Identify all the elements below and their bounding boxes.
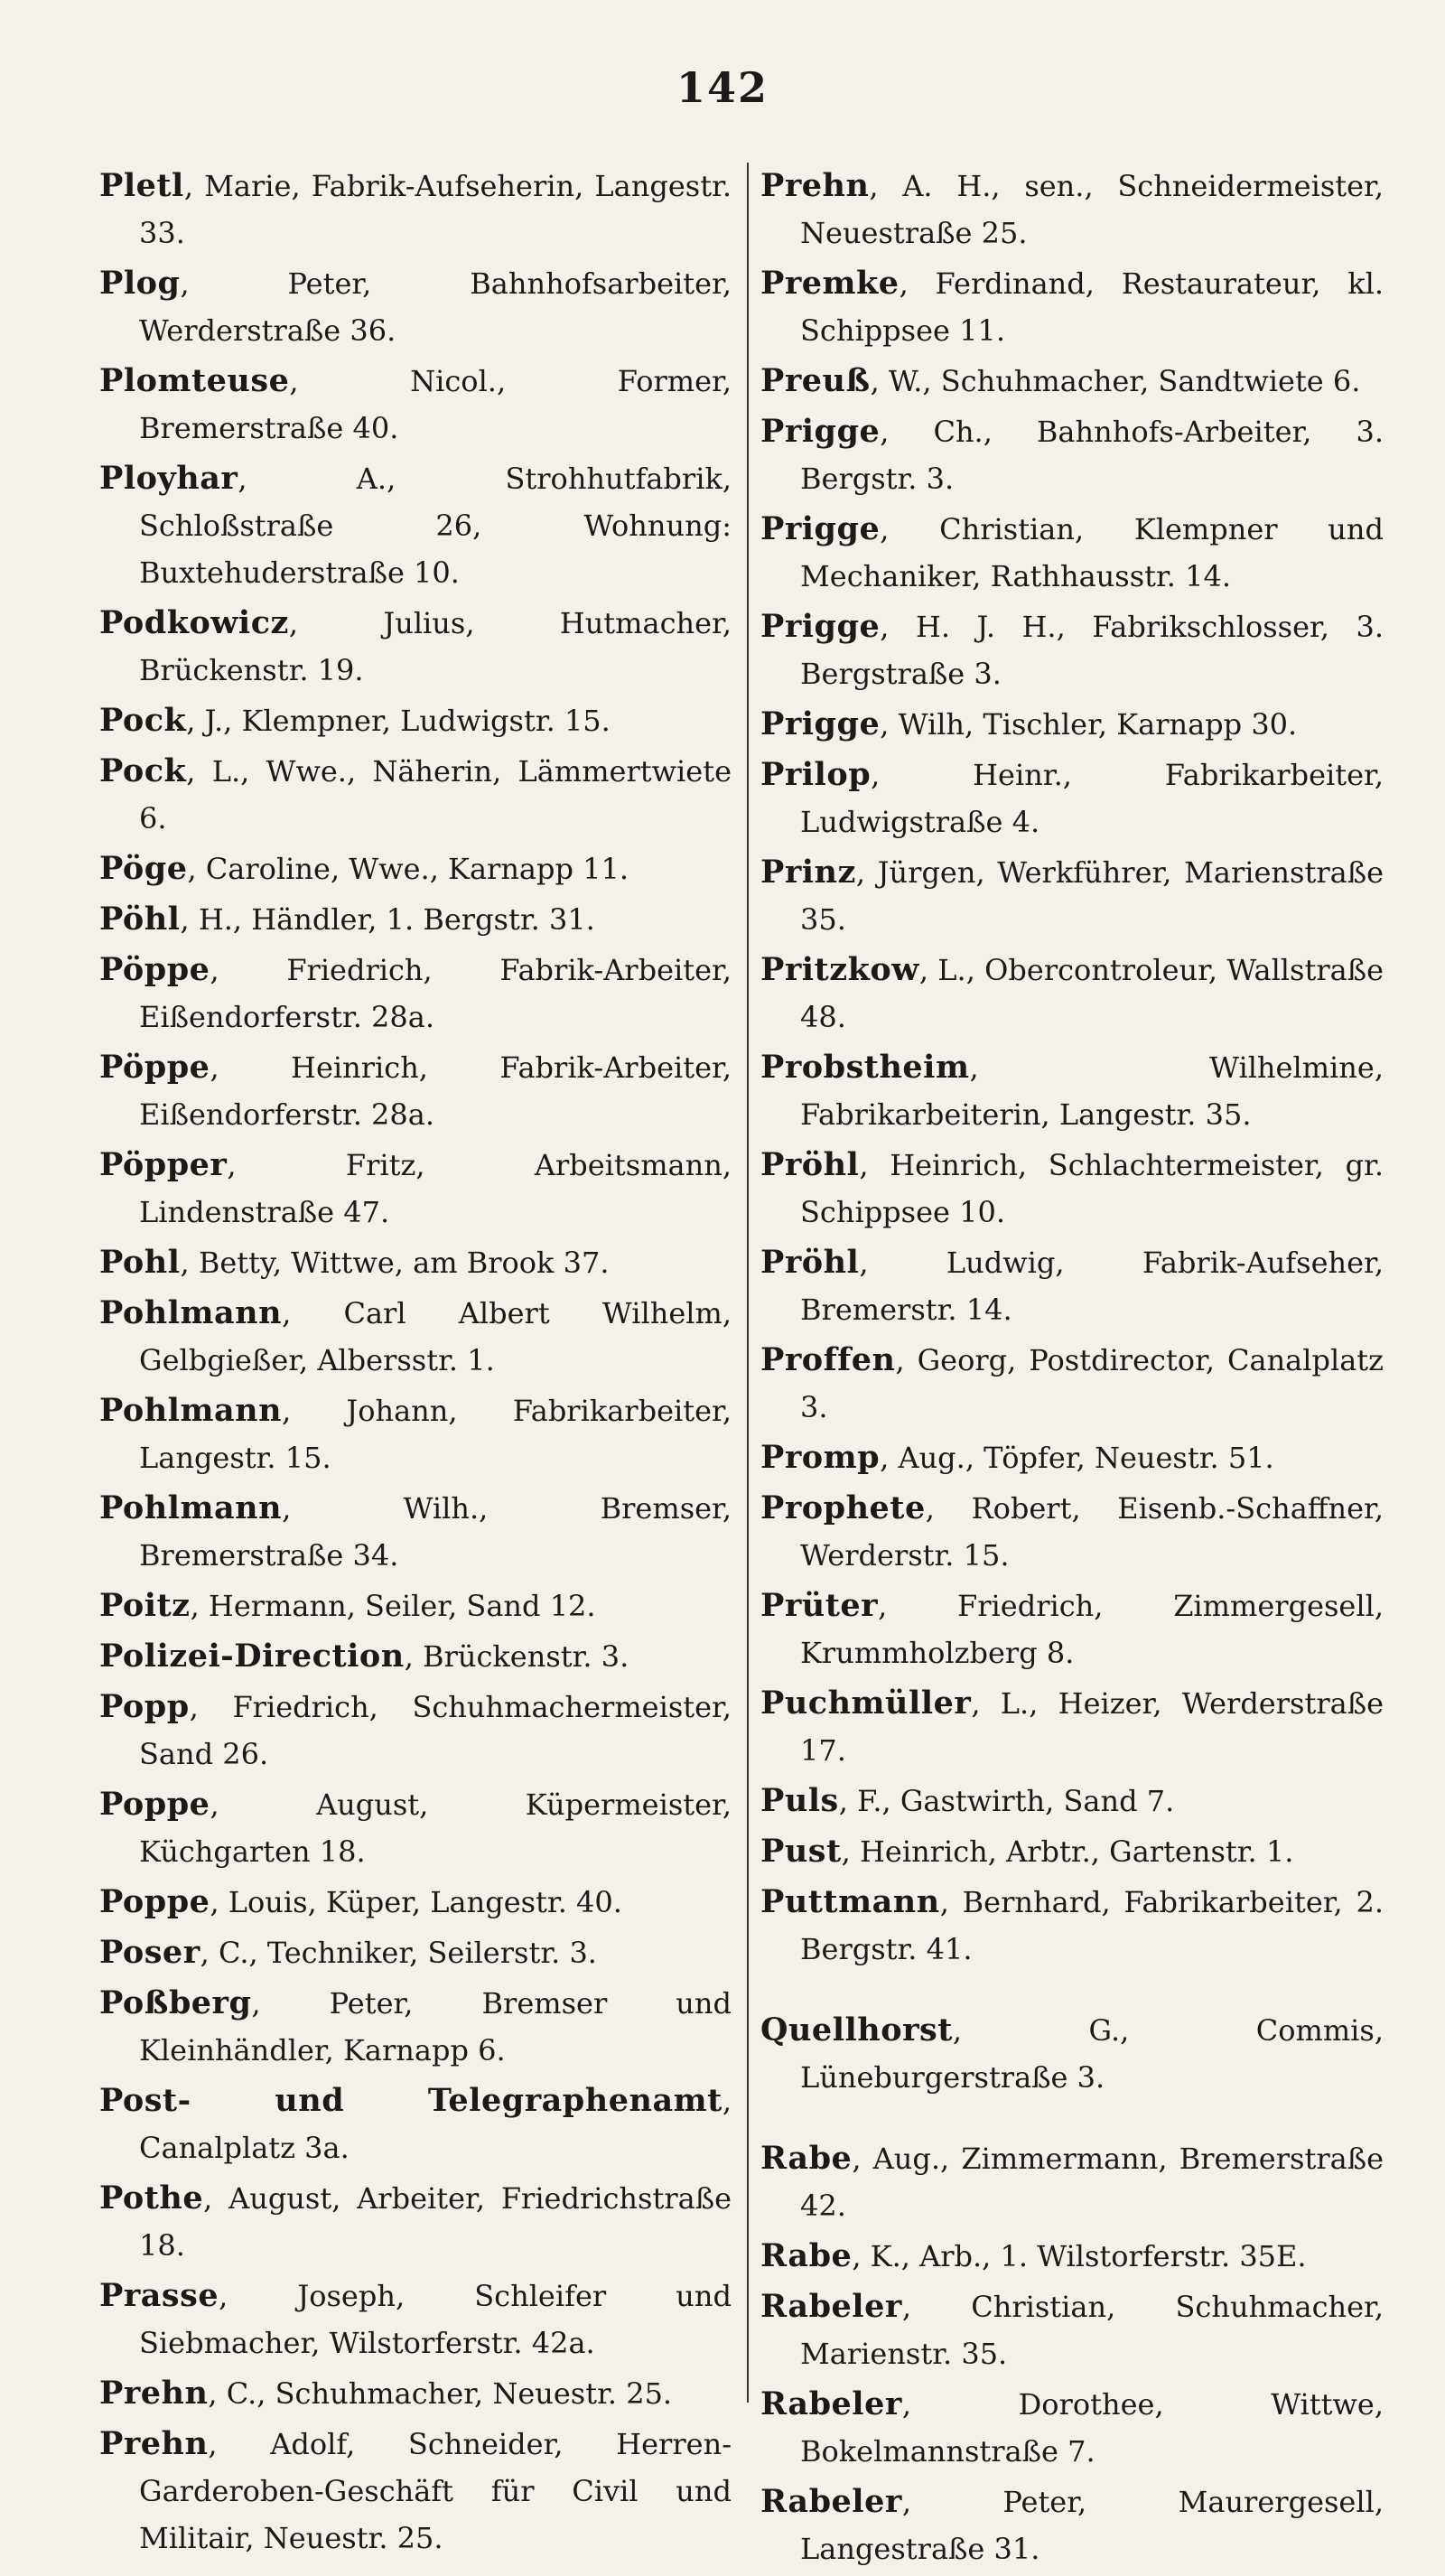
directory-entry [99, 260, 732, 354]
entry-details: , A. H., sen., Schneidermeister, Neuestraße 25. [800, 169, 1384, 250]
entry-name: Rabe [760, 2237, 853, 2274]
entry-name: Pletl [99, 167, 184, 204]
entry-details: , August, Küpermeister, Küchgarten 18. [139, 1787, 732, 1869]
entry-name: Promp [760, 1439, 881, 1476]
entry-details: , L., Heizer, Werderstraße 17. [800, 1686, 1384, 1768]
entry-name: Poitz [99, 1587, 191, 1624]
entry-name: Prehn [99, 2375, 209, 2412]
entry-details: , Heinrich, Fabrik-Arbeiter, Eißendorferstr. 28a. [139, 1050, 732, 1132]
entry-details: , Ch., Bahnhofs-Arbeiter, 3. Bergstr. 3. [800, 415, 1384, 496]
directory-entry [760, 408, 1384, 502]
directory-entry [99, 1781, 732, 1875]
directory-entry [760, 1337, 1384, 1431]
entry-details: , Dorothee, Wittwe, Bokelmannstraße 7. [800, 2387, 1384, 2469]
entry-name: Polizei-Direction [99, 1638, 405, 1675]
entry-details: , F., Gastwirth, Sand 7. [838, 1784, 1175, 1818]
entry-details: , Betty, Wittwe, am Brook 37. [180, 1246, 610, 1280]
entry-name: Plog [99, 265, 181, 302]
directory-entry [99, 2421, 732, 2562]
entry-name: Puls [760, 1782, 839, 1819]
directory-entry [760, 2233, 1384, 2280]
entry-name: Preuß [760, 362, 871, 399]
entry-details: , Louis, Küper, Langestr. 40. [210, 1885, 622, 1919]
directory-entry [760, 358, 1384, 405]
directory-entry [760, 701, 1384, 748]
directory-entry [99, 1582, 732, 1629]
entry-details: , Adolf, Schneider, Herren-Garderoben-Geschäft für Civil und Militair, Neuestr. 25. [139, 2427, 732, 2555]
entry-name: Rabeler [760, 2483, 902, 2520]
entry-name: Plomteuse [99, 362, 290, 399]
directory-entry [760, 2283, 1384, 2377]
entry-name: Pöppe [99, 1049, 210, 1086]
entry-details: , Peter, Bahnhofsarbeiter, Werderstraße 36. [139, 266, 732, 348]
entry-name: Pöpper [99, 1146, 228, 1183]
entry-name: Rabeler [760, 2385, 902, 2422]
entry-details: , G., Commis, Lüneburgerstraße 3. [800, 2013, 1384, 2095]
entry-details: , Aug., Zimmermann, Bremerstraße 42. [800, 2142, 1384, 2223]
entry-name: Pöppe [99, 951, 210, 988]
entry-name: Ployhar [99, 460, 238, 497]
directory-entry [760, 1239, 1384, 1333]
entry-details: , H. J. H., Fabrikschlosser, 3. Bergstraße 3. [800, 610, 1384, 691]
entry-name: Puttmann [760, 1883, 940, 1920]
entry-name: Pock [99, 702, 187, 739]
entry-details: , Carl Albert Wilhelm, Gelbgießer, Albersstr. 1. [139, 1296, 732, 1377]
entry-name: Pritzkow [760, 951, 919, 988]
entry-details: , Peter, Maurergesell, Langestraße 31. [800, 2485, 1384, 2566]
directory-entry [99, 748, 732, 842]
directory-entry [99, 2273, 732, 2366]
entry-name: Pust [760, 1833, 842, 1870]
entry-details: , A., Strohhutfabrik, Schloßstraße 26, Wohnung: Buxtehuderstraße 10. [139, 462, 732, 590]
entry-details: , Hermann, Seiler, Sand 12. [190, 1589, 596, 1623]
entry-details: , C., Schuhmacher, Neuestr. 25. [208, 2376, 673, 2411]
entry-name: Post- und Telegraphenamt [99, 2082, 722, 2119]
directory-entry [99, 1929, 732, 1976]
entry-details: , W., Schuhmacher, Sandtwiete 6. [870, 364, 1361, 398]
entry-details: , Robert, Eisenb.-Schaffner, Werderstr. 15. [800, 1491, 1384, 1573]
entry-name: Prehn [99, 2425, 209, 2462]
directory-entry [760, 1485, 1384, 1579]
entry-details: , Fritz, Arbeitsmann, Lindenstraße 47. [139, 1148, 732, 1229]
directory-entry [760, 1778, 1384, 1825]
directory-entry [760, 1044, 1384, 1138]
directory-entry [99, 1633, 732, 1680]
entry-name: Prehn [760, 167, 870, 204]
entry-name: Poßberg [99, 1984, 252, 2021]
entry-name: Pohlmann [99, 1392, 283, 1429]
directory-entry [99, 600, 732, 694]
entry-details: , Julius, Hutmacher, Brückenstr. 19. [139, 606, 732, 687]
directory-column-left [99, 163, 732, 2565]
entry-name: Proffen [760, 1341, 896, 1378]
directory-entry [760, 947, 1384, 1041]
entry-name: Quellhorst [760, 2011, 953, 2049]
entry-name: Prigge [760, 705, 881, 742]
entry-name: Rabeler [760, 2288, 902, 2325]
directory-entry [760, 1434, 1384, 1481]
directory-entry [99, 2370, 732, 2417]
entry-details: , Brückenstr. 3. [404, 1639, 629, 1674]
entry-name: Prigge [760, 608, 881, 645]
directory-entry [760, 751, 1384, 845]
entry-details: , Wilhelmine, Fabrikarbeiterin, Langestr. 35. [800, 1050, 1384, 1132]
entry-details: , Ludwig, Fabrik-Aufseher, Bremerstr. 14. [800, 1246, 1384, 1327]
directory-entry [99, 1044, 732, 1138]
entry-details: , H., Händler, 1. Bergstr. 31. [180, 902, 595, 937]
entry-name: Podkowicz [99, 604, 289, 641]
entry-name: Premke [760, 265, 900, 302]
entry-name: Pöhl [99, 901, 181, 938]
entry-name: Probstheim [760, 1049, 970, 1086]
directory-entry [99, 1980, 732, 2074]
entry-details: , Heinrich, Arbtr., Gartenstr. 1. [841, 1834, 1294, 1869]
entry-details: , Friedrich, Fabrik-Arbeiter, Eißendorferstr. 28a. [139, 953, 732, 1034]
entry-details: , L., Obercontroleur, Wallstraße 48. [800, 953, 1384, 1034]
directory-entry [760, 506, 1384, 600]
directory-entry [99, 1684, 732, 1778]
entry-name: Poser [99, 1934, 200, 1971]
directory-entry [760, 1142, 1384, 1236]
entry-details: , Canalplatz 3a. [139, 2084, 732, 2165]
directory-entry [99, 896, 732, 943]
entry-name: Pröhl [760, 1244, 860, 1281]
directory-entry [760, 1582, 1384, 1676]
entry-details: , Johann, Fabrikarbeiter, Langestr. 15. [139, 1394, 732, 1475]
entry-details: , Bernhard, Fabrikarbeiter, 2. Bergstr. 41. [800, 1885, 1384, 1966]
directory-entry [99, 455, 732, 596]
page-number: 142 [676, 63, 769, 112]
entry-name: Poppe [99, 1883, 210, 1920]
entry-name: Prigge [760, 510, 881, 547]
entry-details: , Marie, Fabrik-Aufseherin, Langestr. 33. [139, 169, 732, 250]
entry-details: , August, Arbeiter, Friedrichstraße 18. [139, 2181, 732, 2263]
entry-details: , Christian, Klempner und Mechaniker, Rathhausstr. 14. [800, 512, 1384, 593]
entry-name: Pock [99, 752, 187, 789]
directory-entry [99, 1387, 732, 1481]
entry-details: , Christian, Schuhmacher, Marienstr. 35. [800, 2290, 1384, 2371]
directory-entry [99, 1239, 732, 1286]
entry-name: Pothe [99, 2179, 204, 2217]
directory-entry [760, 163, 1384, 257]
directory-entry [760, 260, 1384, 354]
directory-entry [99, 1485, 732, 1579]
entry-details: , Heinr., Fabrikarbeiter, Ludwigstraße 4. [800, 758, 1384, 839]
directory-entry [760, 2007, 1384, 2101]
entry-name: Popp [99, 1688, 190, 1725]
entry-name: Prüter [760, 1587, 879, 1624]
directory-entry [760, 2478, 1384, 2572]
directory-entry [760, 603, 1384, 697]
entry-name: Prophete [760, 1489, 926, 1526]
directory-entry [99, 697, 732, 744]
directory-entry [99, 947, 732, 1041]
entry-details: , Caroline, Wwe., Karnapp 11. [187, 852, 629, 886]
entry-details: , Joseph, Schleifer und Siebmacher, Wilstorferstr. 42a. [139, 2279, 732, 2360]
directory-entry [99, 163, 732, 257]
entry-name: Pröhl [760, 1146, 860, 1183]
entry-details: , L., Wwe., Näherin, Lämmertwiete 6. [139, 754, 732, 835]
entry-details: , Georg, Postdirector, Canalplatz 3. [800, 1343, 1384, 1424]
entry-name: Prasse [99, 2277, 219, 2314]
entry-details: , Nicol., Former, Bremerstraße 40. [139, 364, 732, 445]
entry-name: Prigge [760, 413, 881, 450]
entry-name: Pohlmann [99, 1489, 283, 1526]
entry-details: , C., Techniker, Seilerstr. 3. [200, 1936, 597, 1970]
directory-entry [99, 1879, 732, 1926]
entry-name: Poppe [99, 1786, 210, 1823]
column-divider [747, 163, 749, 2403]
directory-entry [760, 2135, 1384, 2229]
entry-details: , K., Arb., 1. Wilstorferstr. 35E. [852, 2239, 1307, 2273]
entry-name: Prilop [760, 756, 872, 793]
directory-entry [760, 849, 1384, 943]
directory-entry [99, 358, 732, 452]
entry-details: , Wilh., Bremser, Bremerstraße 34. [139, 1491, 732, 1573]
directory-column-right [760, 163, 1384, 2576]
directory-entry [99, 1290, 732, 1384]
directory-entry [99, 845, 732, 892]
entry-name: Prinz [760, 854, 856, 891]
directory-entry [760, 1828, 1384, 1875]
directory-entry [760, 1879, 1384, 1973]
entry-name: Pohlmann [99, 1294, 283, 1331]
entry-details: , J., Klempner, Ludwigstr. 15. [186, 704, 611, 738]
directory-entry [760, 1680, 1384, 1774]
entry-name: Pöge [99, 850, 188, 887]
directory-entry [99, 1142, 732, 1236]
entry-details: , Aug., Töpfer, Neuestr. 51. [880, 1441, 1274, 1475]
entry-details: , Heinrich, Schlachtermeister, gr. Schippsee 10. [800, 1148, 1384, 1229]
entry-details: , Ferdinand, Restaurateur, kl. Schippsee 11. [800, 266, 1384, 348]
directory-entry [760, 2381, 1384, 2475]
entry-details: , Friedrich, Schuhmachermeister, Sand 26. [139, 1690, 732, 1771]
entry-name: Pohl [99, 1244, 181, 1281]
entry-name: Rabe [760, 2140, 853, 2177]
entry-details: , Wilh, Tischler, Karnapp 30. [880, 707, 1298, 742]
entry-details: , Peter, Bremser und Kleinhändler, Karnapp 6. [139, 1986, 732, 2067]
entry-name: Puchmüller [760, 1685, 972, 1722]
directory-entry [99, 2077, 732, 2171]
entry-details: , Jürgen, Werkführer, Marienstraße 35. [800, 855, 1384, 937]
entry-details: , Friedrich, Zimmergesell, Krummholzberg 8. [800, 1589, 1384, 1670]
directory-entry [99, 2175, 732, 2269]
